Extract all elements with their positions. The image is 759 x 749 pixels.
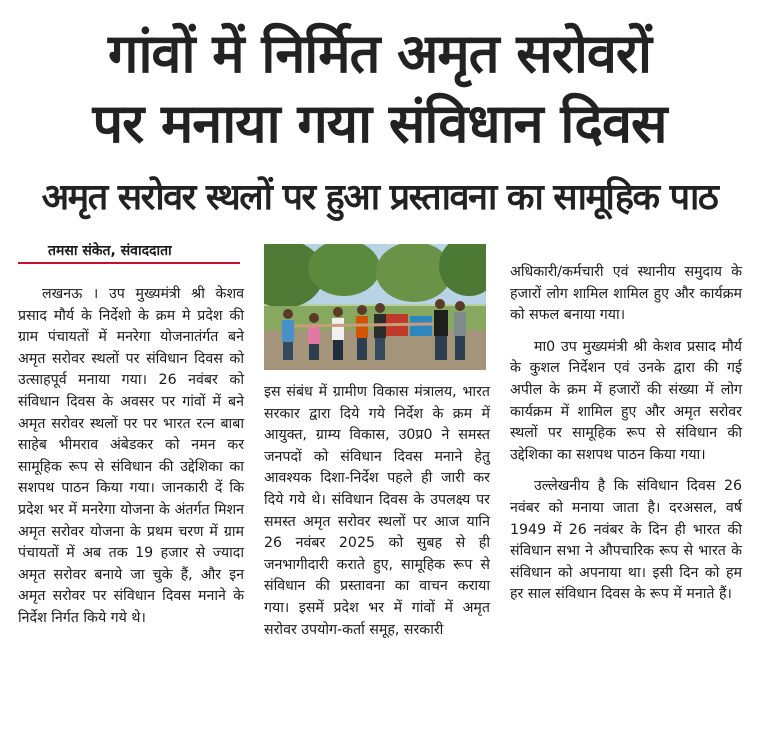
headline-line-1: गांवों में निर्मित अमृत सरोवरों bbox=[108, 22, 651, 85]
article-paragraph: लखनऊ । उप मुख्यमंत्री श्री केशव प्रसाद मौर्य के निर्देशो के क्रम मे प्रदेश की ग्राम पंचायतों में मनरेगा योजनातंर्गत बने अमृत सरोवर स्थलों पर संविधान दिवस को उत्साहपूर्व मनाया गया। 26 नवंबर को संविधान दिवस के अवसर पर गांवों में बने अमृत सरोवर स्थलों पर पर भारत रत्न बाबा साहेब भीमराव अंबेडकर को नमन कर सामूहिक रूप से संविधान की उद्देशिका का सशपथ पाठन किया गया। जानकारी दें कि प्रदेश भर में मनरेगा योजना के अंतर्गत मिशन अमृत सरोवर योजना के प्रथम चरण में ग्राम पंचायतों में अब तक 19 हजार से ज्यादा अमृत सरोवर बनाये जा चुके हैं, और इन अमृत सरोवर पर संविधान दिवस मनाने के निर्देश निर्गत किये गये थे। bbox=[18, 286, 244, 626]
article-paragraph: मा0 उप मुख्यमंत्री श्री केशव प्रसाद मौर्य के कुशल निर्देशन एवं उनके द्वारा की गई अपील के क्रम में हजारों की संख्या में लोग कार्यक्रम में शामिल हुए और अमृत सरोवर स्थलों पर सामूहिक रूप से संविधान की उद्देशिका का सशपथ पाठन किया गया। bbox=[510, 338, 742, 463]
article-paragraph: इस संबंध में ग्रामीण विकास मंत्रालय, भारत सरकार द्वारा दिये गये निर्देश के क्रम में आयुक्त, ग्राम्य विकास, उ0प्र0 ने समस्त जनपदों को संविधान दिवस मनाने हेतु आवश्यक दिशा-निर्देश पहले ही जारी कर दिये गये थे। संविधान दिवस के उपलक्ष्य पर समस्त अमृत सरोवर स्थलों पर आज यानि 26 नवंबर 2025 को सुबह से ही जनभागीदारी कराते हुए, सामूहिक रूप से संविधान की प्रस्तावना का वाचन कराया गया। इसमें प्रदेश भर में गांवों में अमृत सरोवर उपयोग-कर्ता समूह, सरकारी bbox=[264, 384, 490, 638]
article-column-3 bbox=[510, 262, 742, 606]
article-column-1 bbox=[18, 284, 244, 630]
article-photo bbox=[264, 244, 486, 370]
byline: तमसा संकेत, संवाददाता bbox=[18, 240, 240, 264]
article-paragraph: अधिकारी/कर्मचारी एवं स्थानीय समुदाय के हजारों लोग शामिल शामिल हुए और कार्यक्रम को सफल बनाया गया। bbox=[510, 264, 742, 324]
article-paragraph: उल्लेखनीय है कि संविधान दिवस 26 नवंबर को मनाया जाता है। दरअसल, वर्ष 1949 में 26 नवंबर के दिन ही भारत की संविधान सभा ने औपचारिक रूप से भारत के संविधान को अपनाया था। इसी दिन को हम हर साल संविधान दिवस के रूप में मनाते हैं। bbox=[510, 478, 742, 603]
article-column-2 bbox=[264, 382, 490, 641]
photo-illustration bbox=[264, 244, 486, 370]
subheadline: अमृत सरोवर स्थलों पर हुआ प्रस्तावना का सामूहिक पाठ bbox=[41, 177, 718, 218]
headline-line-2: पर मनाया गया संविधान दिवस bbox=[92, 92, 667, 155]
